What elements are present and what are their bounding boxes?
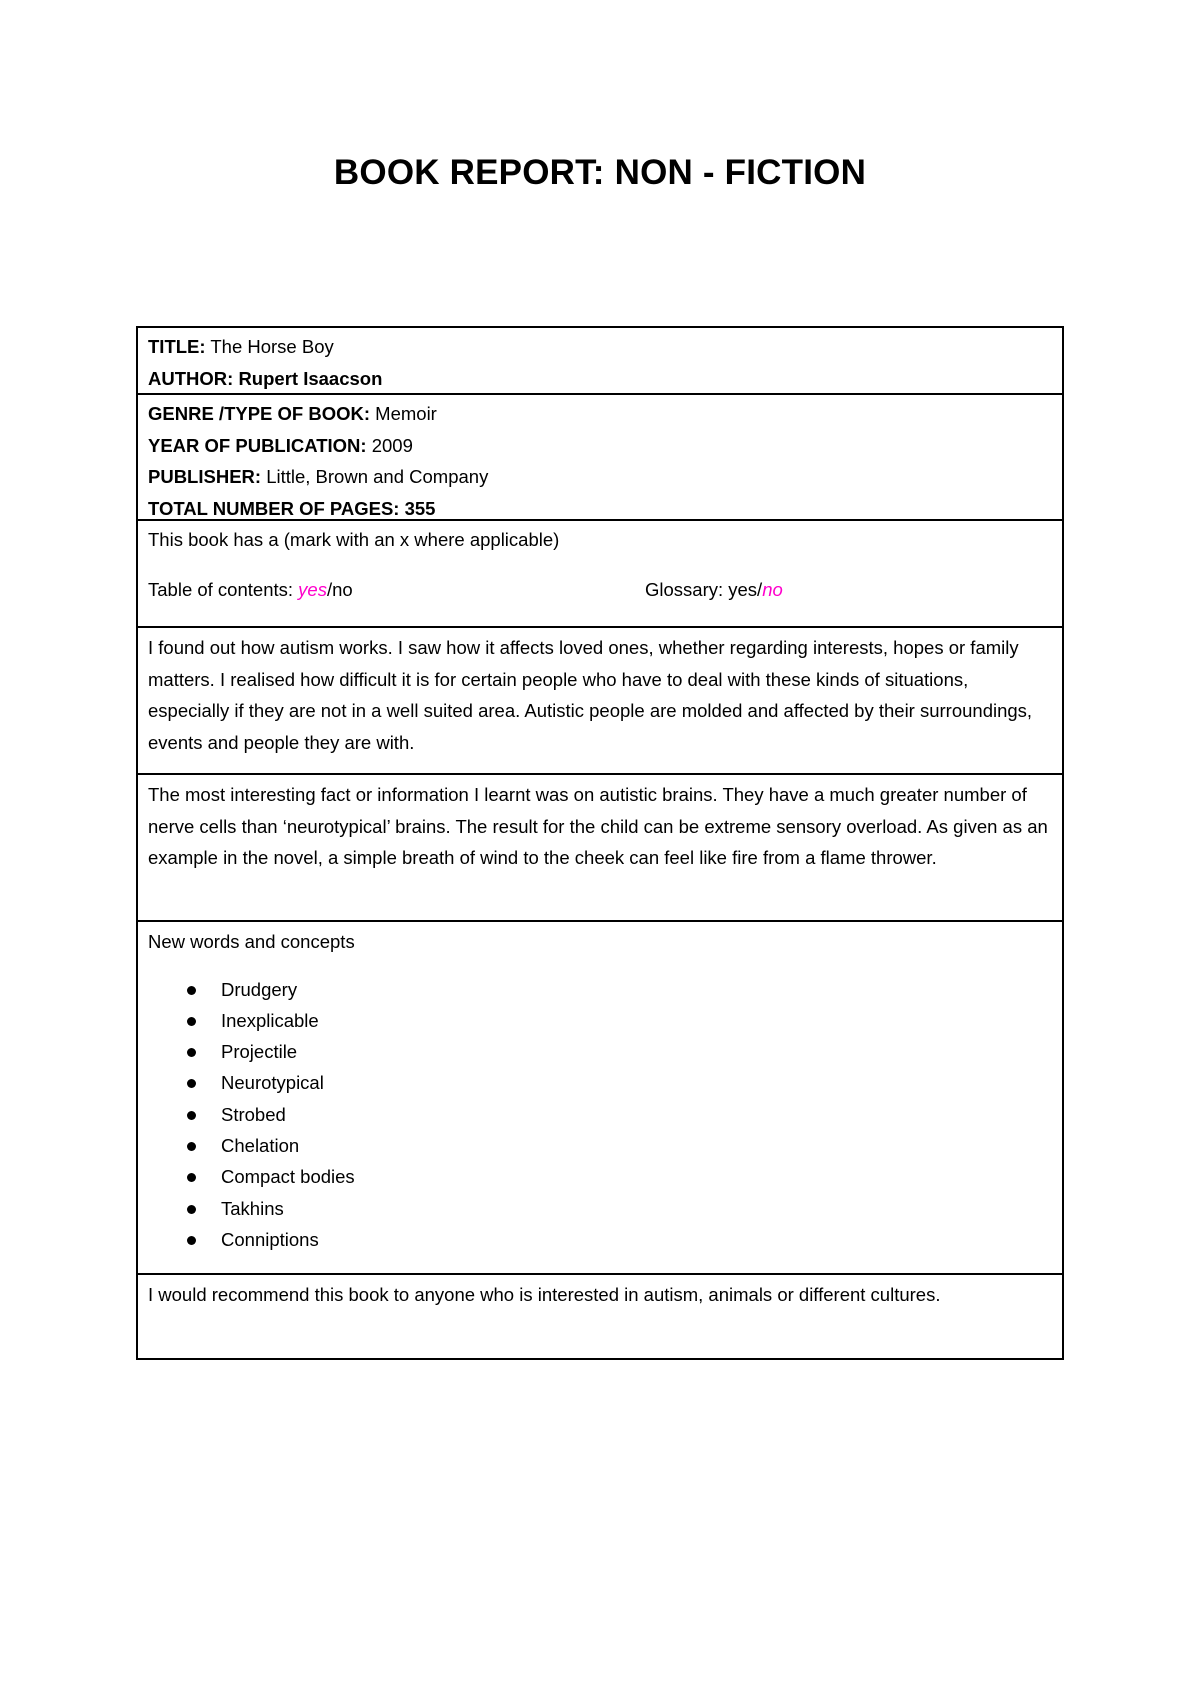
features-intro: This book has a (mark with an x where applicable) [148, 529, 560, 550]
recommendation-text: I would recommend this book to anyone who is interested in autism, animals or different cultures. [148, 1284, 941, 1305]
year-label: YEAR OF PUBLICATION: [148, 434, 367, 456]
new-words-section [138, 920, 1062, 1273]
year-value: 2009 [371, 434, 413, 456]
toc-no: /no [326, 578, 353, 600]
word-text: Compact bodies [221, 1166, 355, 1188]
word-text: Projectile [221, 1041, 298, 1063]
list-item [148, 1036, 1052, 1067]
interesting-fact-paragraph: The most interesting fact or information I learnt was on autistic brains. They have a much greater number of nerve cells than ‘neurotypical’ brains. The result for the child can be extreme sensory overload. As given as an example in the novel, a simple breath of wind to the cheek can feel like fire from a flame thrower. [148, 784, 1048, 868]
genre-label: GENRE /TYPE OF BOOK: [148, 403, 371, 424]
word-text: Drudgery [221, 978, 298, 1000]
list-item [148, 1099, 1052, 1130]
new-words-heading: New words and concepts [148, 931, 355, 952]
publisher-label: PUBLISHER: [148, 466, 262, 487]
found-out-section [138, 626, 1062, 773]
bullet-icon [187, 1017, 196, 1026]
author-label: AUTHOR: [148, 367, 234, 389]
title-line [148, 331, 1052, 363]
title-author-section [138, 328, 1062, 393]
genre-value: Memoir [375, 403, 437, 424]
bullet-icon [187, 986, 196, 995]
new-words-list [148, 974, 1052, 1256]
recommendation-section [138, 1273, 1062, 1358]
bullet-icon [187, 1048, 196, 1057]
features-options [148, 574, 1052, 606]
bullet-icon [187, 1111, 196, 1120]
toc-label: Table of contents: [148, 578, 299, 600]
year-line [148, 430, 1052, 462]
list-item [148, 1130, 1052, 1161]
glossary-no-highlight: no [762, 578, 783, 600]
bullet-icon [187, 1236, 196, 1245]
title-value: The Horse Boy [210, 336, 334, 357]
pages-value: 355 [404, 497, 436, 519]
glossary-option [645, 574, 783, 606]
publisher-value: Little, Brown and Company [266, 466, 489, 487]
bullet-icon [187, 1205, 196, 1214]
interesting-fact-section [138, 773, 1062, 920]
list-item [148, 1161, 1052, 1192]
list-item [148, 1005, 1052, 1036]
pages-label: TOTAL NUMBER OF PAGES: [148, 497, 400, 519]
list-item [148, 1224, 1052, 1255]
page-title: BOOK REPORT: NON - FICTION [333, 153, 867, 192]
title-label: TITLE: [148, 336, 206, 357]
author-line [148, 363, 1052, 395]
bullet-icon [187, 1079, 196, 1088]
table-of-contents-option [148, 574, 353, 606]
word-text: Inexplicable [221, 1009, 319, 1031]
bullet-icon [187, 1173, 196, 1182]
glossary-label: Glossary: yes/ [645, 578, 763, 600]
author-value: Rupert Isaacson [238, 367, 383, 389]
found-out-paragraph: I found out how autism works. I saw how it affects loved ones, whether regarding interests, hopes or family matters. I realised how difficult it is for certain people who have to deal with these kinds of situations, especially if they are not in a well suited area. Autistic people are molded and affected by their surroundings, events and people they are with. [148, 637, 1033, 753]
word-text: Takhins [221, 1197, 284, 1219]
word-text: Chelation [221, 1134, 300, 1156]
publisher-line [148, 461, 1052, 493]
bullet-icon [187, 1142, 196, 1151]
book-features-section [138, 519, 1062, 626]
report-table [136, 326, 1064, 1360]
list-item [148, 1193, 1052, 1224]
toc-yes-highlight: yes [298, 578, 327, 600]
list-item [148, 974, 1052, 1005]
publication-details-section [138, 393, 1062, 519]
word-text: Strobed [221, 1103, 286, 1125]
word-text: Conniptions [221, 1228, 319, 1250]
list-item [148, 1067, 1052, 1098]
genre-line [148, 398, 1052, 430]
word-text: Neurotypical [221, 1072, 324, 1094]
